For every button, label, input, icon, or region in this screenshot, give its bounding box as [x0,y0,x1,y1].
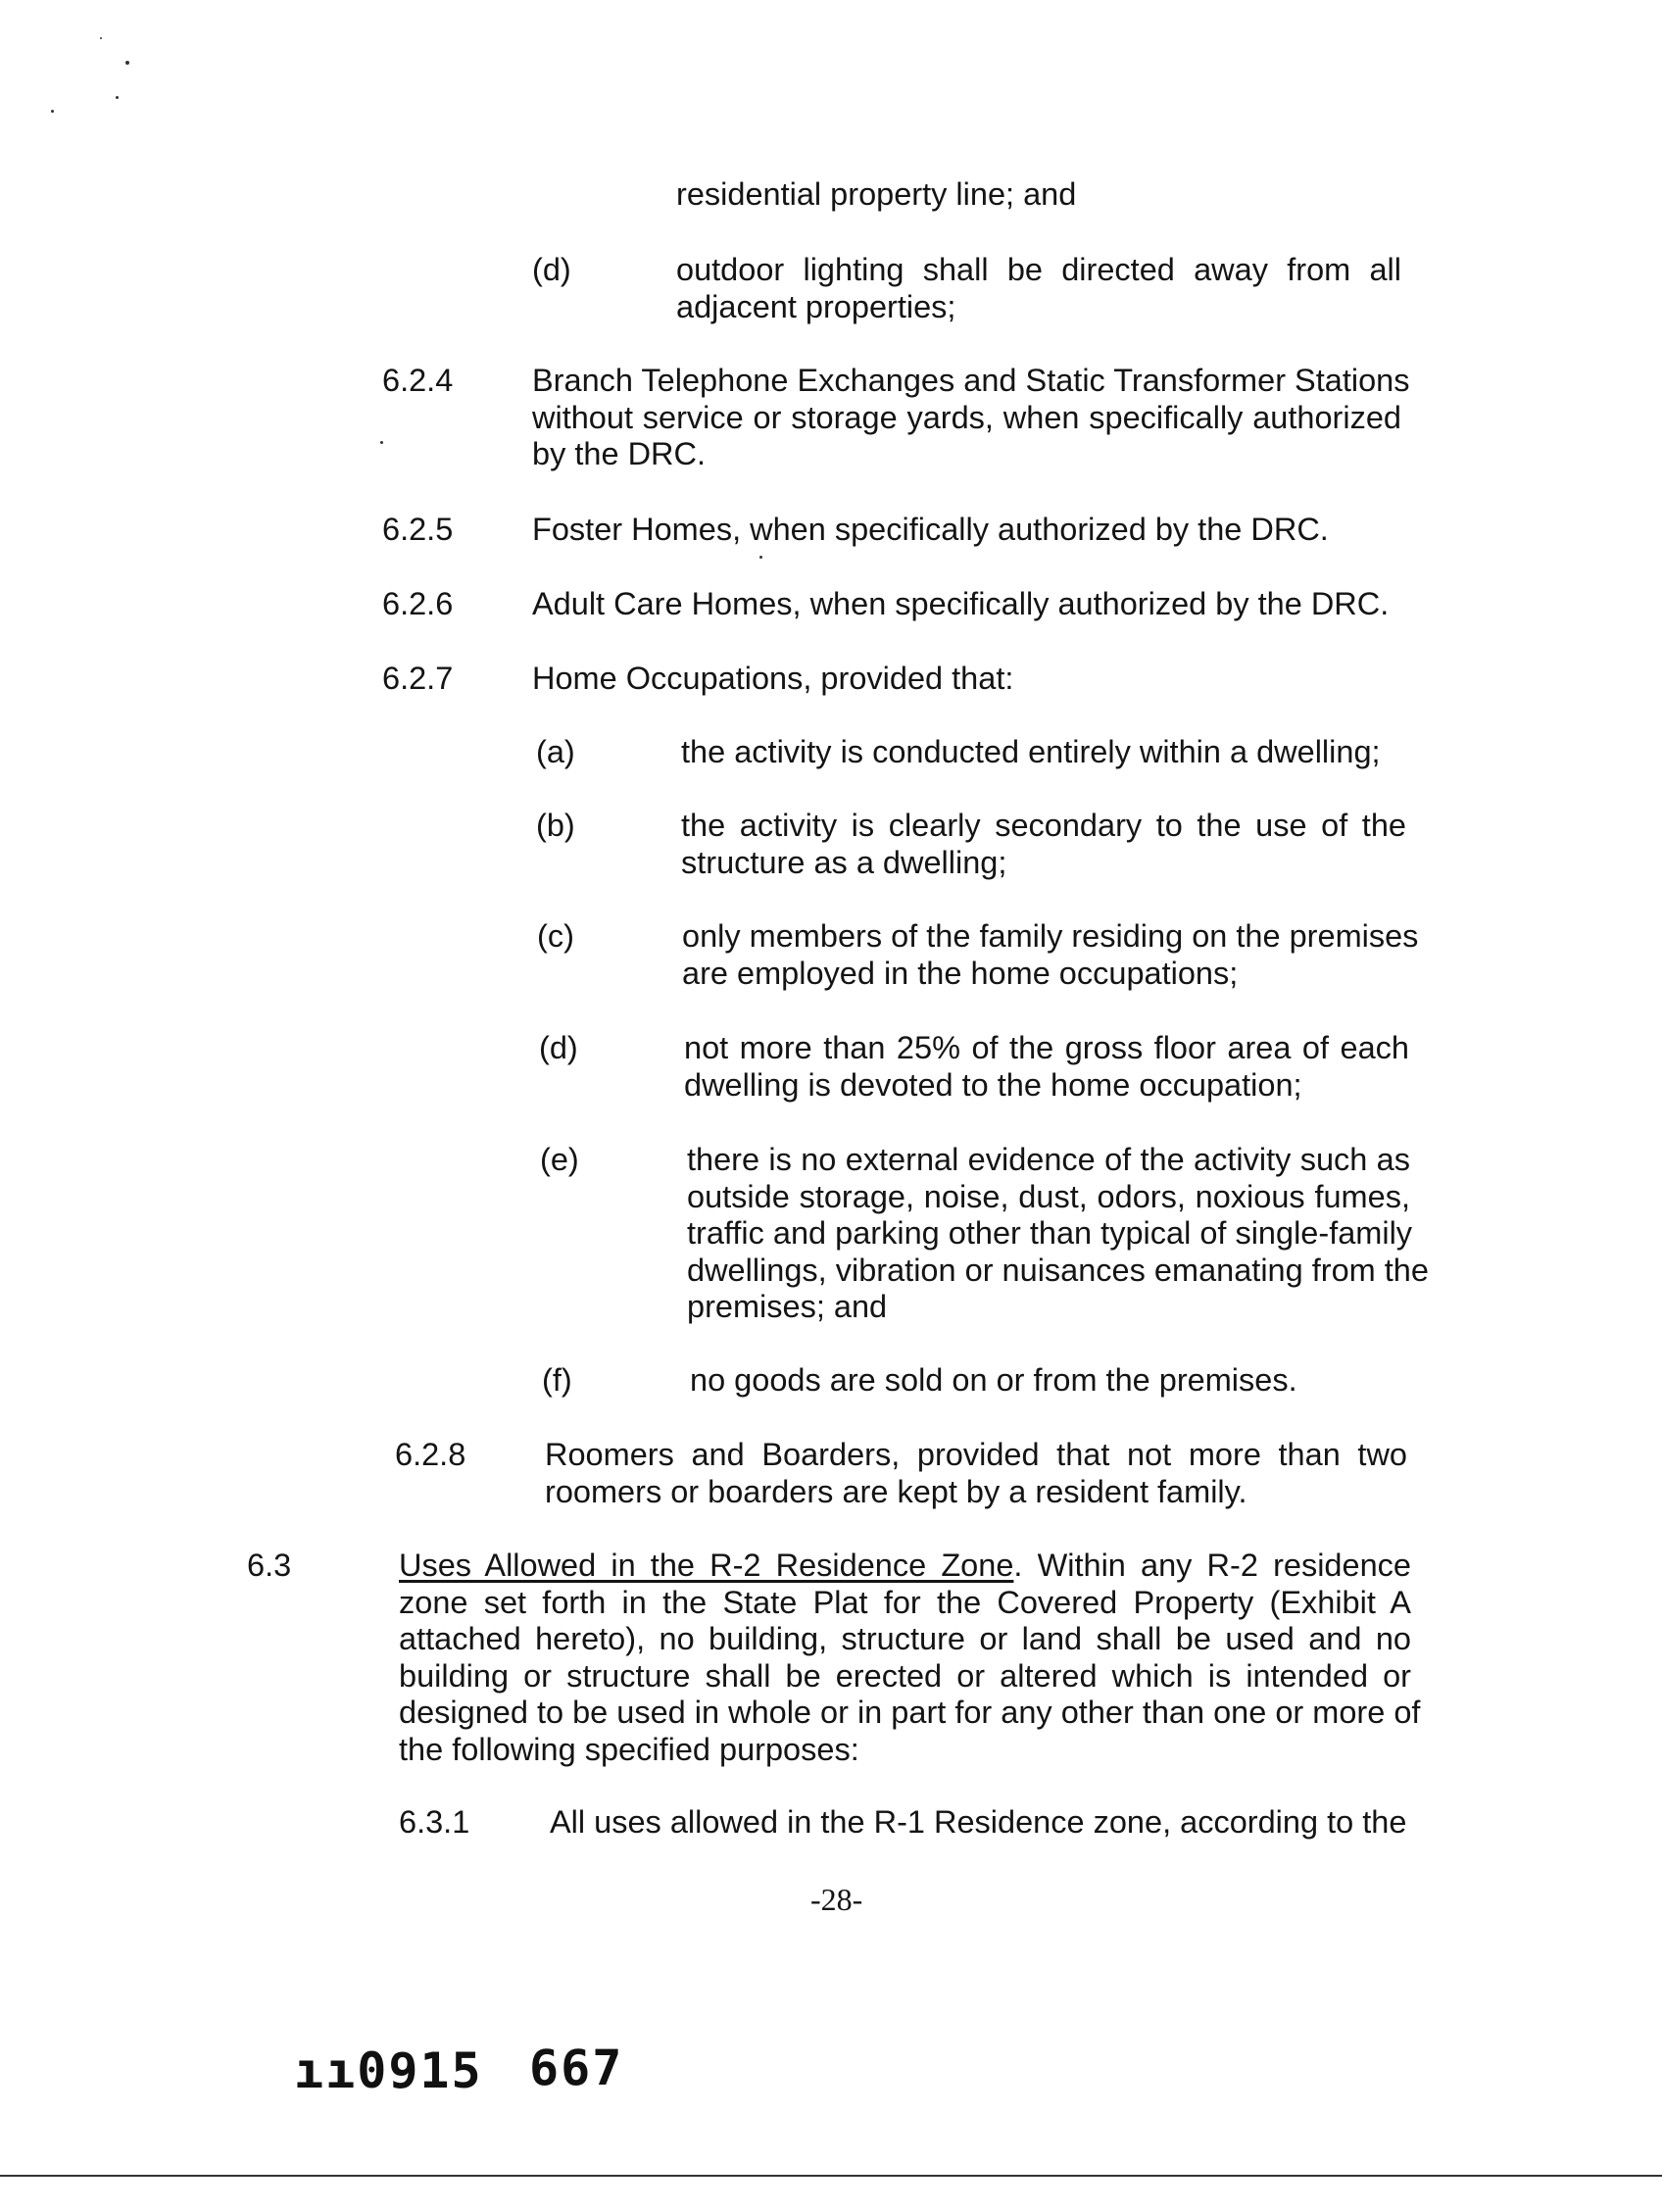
item-d-line: adjacent properties; [676,288,956,324]
scan-speck [759,556,762,559]
item-c-line: only members of the family residing on the premises [682,918,1419,954]
page-stamp: 667 [529,2040,624,2096]
section-6-3-text [399,1548,1421,1768]
section-6-2-8-number: 6.2.8 [395,1437,466,1472]
section-line: building or structure shall be erected or altered which is intended or [399,1657,1411,1694]
section-line: without service or storage yards, when specifically authorized [532,399,1401,435]
item-e-line: dwellings, vibration or nuisances emanating from the [687,1252,1429,1288]
item-c-label: (c) [537,918,574,954]
item-f-text: no goods are sold on or from the premises. [690,1362,1297,1398]
section-line: zone set forth in the State Plat for the Covered Property (Exhibit A [399,1584,1411,1620]
section-6-2-5-text: Foster Homes, when specifically authorized by the DRC. [532,512,1329,547]
item-b-line: structure as a dwelling; [681,844,1007,880]
section-6-2-5-number: 6.2.5 [382,512,454,547]
bottom-rule [0,2175,1662,2177]
item-d-line: outdoor lighting shall be directed away from all [676,252,1401,287]
section-6-2-6-number: 6.2.6 [382,586,454,621]
scan-speck [125,61,129,65]
scan-speck [380,441,383,444]
item-d-continuation: residential property line; and [676,176,1077,212]
scan-speck [116,96,119,99]
section-6-3-1-text: All uses allowed in the R-1 Residence zone, according to the [550,1804,1407,1840]
section-line: the following specified purposes: [399,1731,859,1767]
section-line-rest: . Within any R-2 residence [1013,1548,1411,1583]
book-stamp [294,2043,483,2098]
item-a-text: the activity is conducted entirely within a dwelling; [681,734,1381,769]
section-6-2-8-text [545,1437,1407,1510]
section-line: designed to be used in whole or in part for any other than one or more of [399,1695,1421,1730]
item-d-text [676,252,1401,325]
section-line: roomers or boarders are kept by a resident family. [545,1473,1247,1509]
section-6-3-heading: Uses Allowed in the R-2 Residence Zone [399,1548,1014,1583]
section-6-2-7-text: Home Occupations, provided that: [532,661,1014,696]
item-b-text [681,808,1406,881]
item-d2-label: (d) [539,1030,578,1065]
item-d2-text [684,1030,1409,1104]
section-6-3-1-number: 6.3.1 [399,1804,470,1840]
section-line [399,1548,1411,1585]
item-e-line: outside storage, noise, dust, odors, noxious fumes, [687,1178,1410,1214]
item-f-label: (f) [542,1362,572,1398]
section-6-2-6-text: Adult Care Homes, when specifically authorized by the DRC. [532,586,1390,621]
item-e-line: there is no external evidence of the activity such as [687,1142,1410,1177]
item-e-line: traffic and parking other than typical of single-family [687,1215,1413,1251]
item-b-line: the activity is clearly secondary to the use of the [681,808,1406,843]
item-c-text [682,918,1419,992]
item-d2-line: dwelling is devoted to the home occupation; [684,1066,1302,1103]
section-line: Roomers and Boarders, provided that not more than two [545,1437,1407,1472]
item-e-label: (e) [540,1142,579,1177]
section-6-2-4-number: 6.2.4 [382,363,454,398]
item-d2-line: not more than 25% of the gross floor area of each [684,1030,1409,1065]
scan-speck [100,37,102,39]
section-line: attached hereto), no building, structure or land shall be used and no [399,1621,1411,1656]
scan-speck [51,110,54,113]
section-6-3-number: 6.3 [247,1548,292,1583]
item-e-text [687,1142,1429,1326]
item-d-label: (d) [532,252,571,287]
section-line: Branch Telephone Exchanges and Static Transformer Stations [532,363,1410,398]
section-6-2-4-text [532,363,1410,473]
item-c-line: are employed in the home occupations; [682,955,1239,991]
item-a-label: (a) [536,734,575,769]
section-line: by the DRC. [532,436,707,471]
page-number: -28- [810,1882,863,1917]
item-e-line: premises; and [687,1289,888,1324]
section-6-2-7-number: 6.2.7 [382,661,454,696]
book-stamp-number: 0915 [357,2042,483,2099]
item-b-label: (b) [536,808,575,843]
book-stamp-prefix: ıı [294,2042,358,2099]
